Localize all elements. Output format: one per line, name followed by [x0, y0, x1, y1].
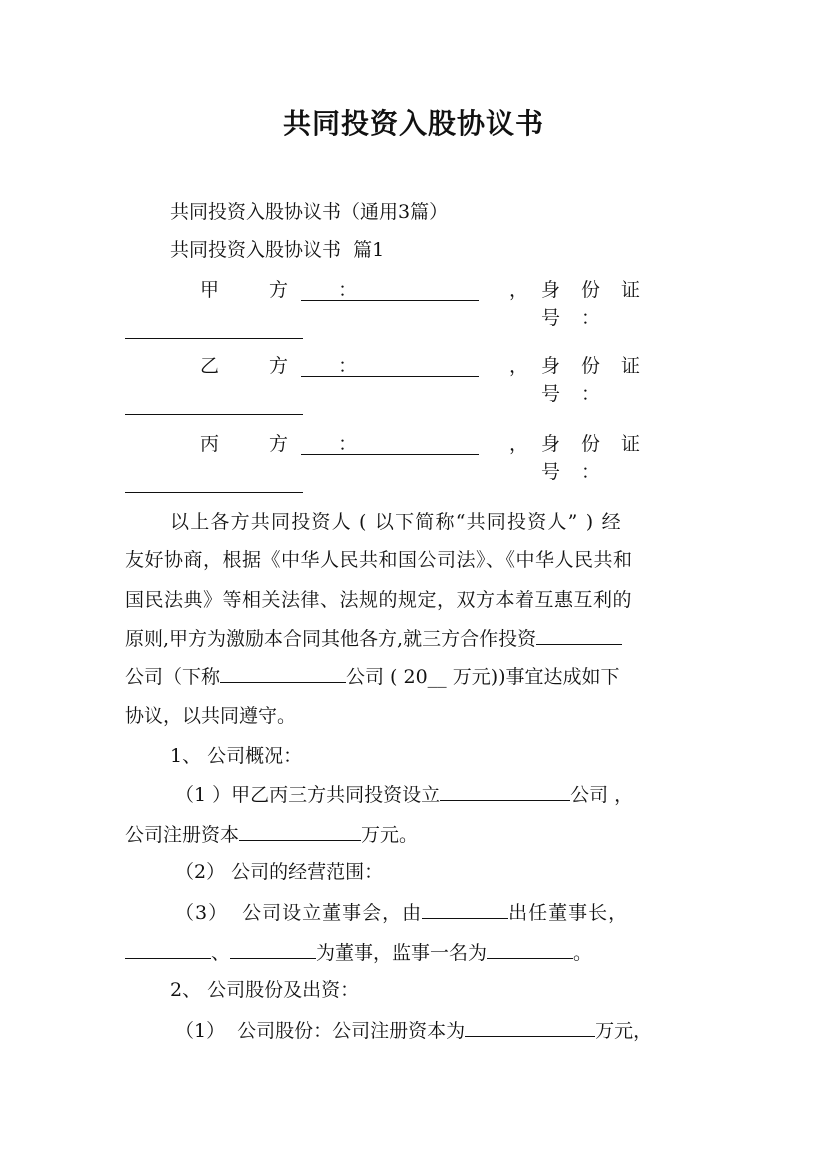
para1-line4 — [125, 624, 622, 653]
sec1-item3 — [175, 898, 628, 927]
party-c-comma: ， — [509, 433, 529, 455]
sec1-heading: 1、 公司概况： — [170, 745, 303, 767]
sec1-item3-text-c: 、 — [211, 942, 231, 964]
party-c-name-blank — [301, 434, 479, 455]
sec1-item3-text-d: 为董事，监事一名为 — [316, 942, 488, 964]
para1-line5-text-b: 公司 ( 20__ 万元))事宜达成如下 — [346, 666, 620, 688]
para1-line5 — [125, 662, 620, 691]
section-heading: 共同投资入股协议书 篇1 — [170, 239, 385, 261]
para1-company-blank — [536, 624, 622, 645]
party-a-name-blank — [301, 280, 479, 301]
party-c-id-blank — [125, 472, 303, 493]
sec1-item1-cont — [125, 820, 418, 849]
party-c-label: 丙 方 ： — [200, 433, 380, 455]
sec2-capital-blank — [465, 1016, 595, 1037]
sec1-director2-blank — [230, 938, 316, 959]
party-b-id-label: 身份证号： — [541, 355, 662, 405]
sec1-item1-text-b: 公司 ， — [570, 784, 634, 806]
sec1-item3-cont — [125, 938, 592, 967]
party-a-label: 甲 方 ： — [200, 279, 380, 301]
party-a-comma: ， — [509, 279, 529, 301]
party-b-comma: ， — [509, 355, 529, 377]
party-c-id-label: 身份证号： — [541, 433, 662, 483]
sec2-heading: 2、 公司股份及出资： — [170, 979, 360, 1001]
para1-line6: 协议，以共同遵守。 — [125, 705, 297, 727]
para1-shortname-blank — [220, 662, 346, 683]
para1-line4-text: 原则,甲方为激励本合同其他各方,就三方合作投资 — [125, 628, 537, 650]
para1-line2: 友好协商，根据《中华人民共和国公司法》、《中华人民共和 — [125, 549, 633, 571]
sec1-item3-text-e: 。 — [573, 942, 593, 964]
sec1-item2: （2） 公司的经营范围： — [175, 861, 384, 883]
party-a-id-blank — [125, 318, 303, 339]
sec1-item1-text-a: （1 ）甲乙丙三方共同投资设立 — [175, 784, 441, 806]
document-title: 共同投资入股协议书 — [282, 107, 544, 140]
sec1-capital-blank — [239, 820, 361, 841]
sec1-director1-blank — [125, 938, 211, 959]
sec1-item1-text-c: 公司注册资本 — [125, 824, 240, 846]
para1-line1: 以上各方共同投资人 ( 以下简称“共同投资人” ) 经 — [170, 511, 622, 533]
sec2-item1-text-a: （1） 公司股份：公司注册资本为 — [175, 1020, 466, 1042]
sec1-item1-text-d: 万元。 — [361, 824, 419, 846]
sec1-item3-text-a: （3） 公司设立董事会，由 — [175, 902, 423, 924]
sec1-company-blank — [440, 780, 570, 801]
document-subtitle: 共同投资入股协议书（通用3篇） — [170, 201, 449, 223]
sec2-item1 — [175, 1016, 652, 1045]
party-a-id-label: 身份证号： — [541, 279, 662, 329]
party-b-name-blank — [301, 356, 479, 377]
sec1-item3-text-b: 出任董事长， — [508, 902, 629, 924]
sec2-item1-text-b: 万元， — [595, 1020, 653, 1042]
party-b-label: 乙 方 ： — [200, 355, 380, 377]
para1-line3: 国民法典》等相关法律、法规的规定，双方本着互惠互利的 — [125, 589, 633, 611]
sec1-chairman-blank — [422, 898, 508, 919]
sec1-supervisor-blank — [487, 938, 573, 959]
party-b-id-blank — [125, 394, 303, 415]
sec1-item1 — [175, 780, 633, 809]
para1-line5-text-a: 公司（下称 — [125, 666, 221, 688]
